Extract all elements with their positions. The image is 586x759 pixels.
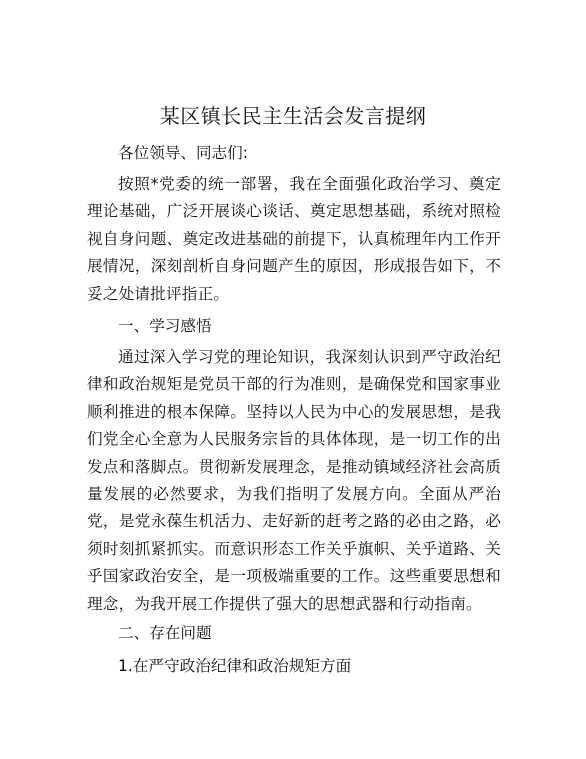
study-paragraph: 通过深入学习党的理论知识，我深刻认识到严守政治纪律和政治规矩是党员干部的行为准则，是确保党和国家事业顺利推进的根本保障。坚持以人民为中心的发展思想，是我们党全心全意为人民服务宗旨的具体体现，是一切工作的出发点和落脚点。贯彻新发展理念，是推动镇域经济社会高质量发展的必然要求，为我们指明了发展方向。全面从严治党，是党永葆生机活力、走好新的赶考之路的必由之路，必须时刻抓紧抓实。而意识形态工作关乎旗帜、关乎道路、关乎国家政治安全，是一项极端重要的工作。这些重要思想和理念，为我开展工作提供了强大的思想武器和行动指南。 [87,348,501,613]
section-heading-problems: 二、存在问题 [118,624,212,642]
subsection-heading-discipline: 1.在严守政治纪律和政治规矩方面 [118,657,352,675]
document-title: 某区镇长民主生活会发言提纲 [159,104,427,128]
intro-paragraph: 按照*党委的统一部署，我在全面强化政治学习、奠定理论基础，广泛开展谈心谈话、奠定思想基础，系统对照检视自身问题、奠定改进基础的前提下，认真梳理年内工作开展情况，深刻剖析自身问题产生的原因，形成报告如下，不妥之处请批评指正。 [87,175,501,303]
salutation: 各位领导、同志们: [118,144,249,162]
section-heading-study: 一、学习感悟 [118,317,212,335]
